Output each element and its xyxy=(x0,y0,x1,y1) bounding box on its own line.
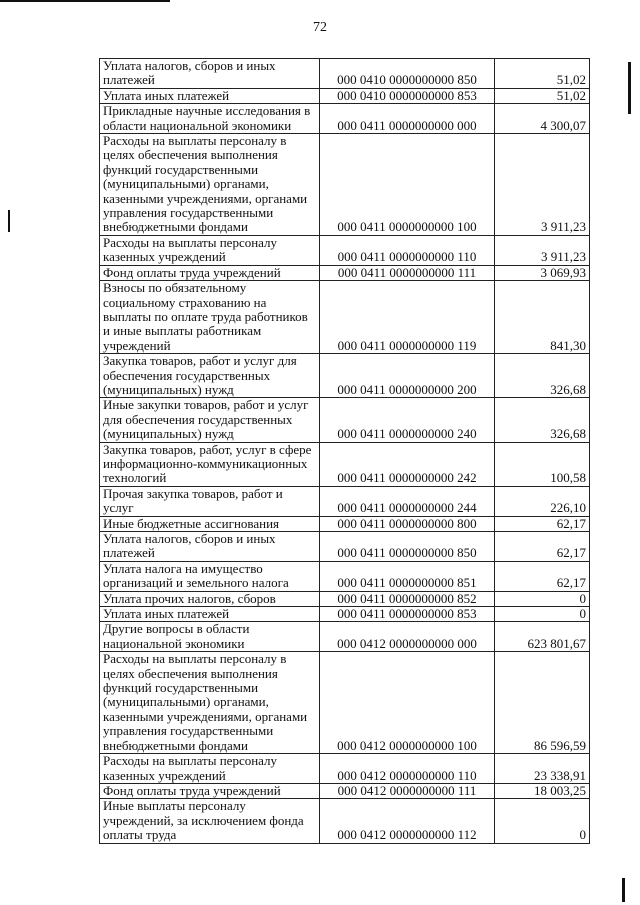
expense-name-cell: Иные закупки товаров, работ и услуг для обеспечения государственных (муниципальных) нужд xyxy=(100,398,320,442)
expense-name-cell: Фонд оплаты труда учреждений xyxy=(100,783,320,798)
classification-code-cell: 000 0412 0000000000 111 xyxy=(320,783,495,798)
expense-name-cell: Уплата налога на имущество организаций и земельного налога xyxy=(100,561,320,591)
expense-name-cell: Расходы на выплаты персоналу казенных учреждений xyxy=(100,235,320,265)
amount-cell: 51,02 xyxy=(495,88,590,103)
classification-code-cell: 000 0411 0000000000 242 xyxy=(320,442,495,486)
expense-name-cell: Уплата прочих налогов, сборов xyxy=(100,591,320,606)
table-row xyxy=(100,104,590,134)
expense-name-cell: Уплата иных платежей xyxy=(100,607,320,622)
classification-code-cell: 000 0412 0000000000 110 xyxy=(320,754,495,784)
amount-cell: 4 300,07 xyxy=(495,104,590,134)
classification-code-cell: 000 0410 0000000000 853 xyxy=(320,88,495,103)
classification-code-cell: 000 0411 0000000000 100 xyxy=(320,134,495,236)
amount-cell: 62,17 xyxy=(495,516,590,531)
table-row xyxy=(100,235,590,265)
table-row xyxy=(100,561,590,591)
amount-cell: 100,58 xyxy=(495,442,590,486)
expense-name-cell: Расходы на выплаты персоналу в целях обеспечения выполнения функций государственными (муниципальными) органами, казенными учреждениями, органами управления государственными внебюджетными фондами xyxy=(100,134,320,236)
amount-cell: 3 911,23 xyxy=(495,235,590,265)
table-row xyxy=(100,607,590,622)
expense-name-cell: Иные бюджетные ассигнования xyxy=(100,516,320,531)
page-number: 72 xyxy=(313,20,327,35)
classification-code-cell: 000 0412 0000000000 100 xyxy=(320,652,495,754)
expense-name-cell: Расходы на выплаты персоналу казенных учреждений xyxy=(100,754,320,784)
amount-cell: 326,68 xyxy=(495,398,590,442)
table-row xyxy=(100,754,590,784)
classification-code-cell: 000 0411 0000000000 851 xyxy=(320,561,495,591)
classification-code-cell: 000 0411 0000000000 119 xyxy=(320,281,495,354)
expense-name-cell: Закупка товаров, работ и услуг для обеспечения государственных (муниципальных) нужд xyxy=(100,354,320,398)
classification-code-cell: 000 0411 0000000000 244 xyxy=(320,486,495,516)
table-row xyxy=(100,398,590,442)
expense-name-cell: Прочая закупка товаров, работ и услуг xyxy=(100,486,320,516)
table-row xyxy=(100,88,590,103)
expense-name-cell: Уплата иных платежей xyxy=(100,88,320,103)
amount-cell: 0 xyxy=(495,591,590,606)
classification-code-cell: 000 0411 0000000000 240 xyxy=(320,398,495,442)
amount-cell: 623 801,67 xyxy=(495,622,590,652)
classification-code-cell: 000 0411 0000000000 110 xyxy=(320,235,495,265)
table-row xyxy=(100,783,590,798)
expense-name-cell: Прикладные научные исследования в области национальной экономики xyxy=(100,104,320,134)
margin-mark-right-bottom xyxy=(622,878,625,902)
expense-name-cell: Фонд оплаты труда учреждений xyxy=(100,265,320,280)
classification-code-cell: 000 0411 0000000000 852 xyxy=(320,591,495,606)
classification-code-cell: 000 0411 0000000000 111 xyxy=(320,265,495,280)
table-row xyxy=(100,591,590,606)
table-row xyxy=(100,354,590,398)
amount-cell: 3 069,93 xyxy=(495,265,590,280)
budget-table-body xyxy=(100,59,590,844)
expense-name-cell: Иные выплаты персоналу учреждений, за исключением фонда оплаты труда xyxy=(100,799,320,843)
classification-code-cell: 000 0411 0000000000 000 xyxy=(320,104,495,134)
margin-mark-left xyxy=(8,210,10,232)
table-row xyxy=(100,442,590,486)
table-row xyxy=(100,486,590,516)
classification-code-cell: 000 0412 0000000000 000 xyxy=(320,622,495,652)
budget-table xyxy=(99,58,590,844)
amount-cell: 62,17 xyxy=(495,532,590,562)
amount-cell: 18 003,25 xyxy=(495,783,590,798)
classification-code-cell: 000 0412 0000000000 112 xyxy=(320,799,495,843)
classification-code-cell: 000 0411 0000000000 850 xyxy=(320,532,495,562)
amount-cell: 226,10 xyxy=(495,486,590,516)
amount-cell: 0 xyxy=(495,799,590,843)
table-row xyxy=(100,799,590,843)
table-row xyxy=(100,59,590,89)
table-row xyxy=(100,622,590,652)
amount-cell: 841,30 xyxy=(495,281,590,354)
amount-cell: 23 338,91 xyxy=(495,754,590,784)
amount-cell: 326,68 xyxy=(495,354,590,398)
table-row xyxy=(100,134,590,236)
table-row xyxy=(100,265,590,280)
expense-name-cell: Уплата налогов, сборов и иных платежей xyxy=(100,59,320,89)
table-row xyxy=(100,652,590,754)
classification-code-cell: 000 0410 0000000000 850 xyxy=(320,59,495,89)
expense-name-cell: Уплата налогов, сборов и иных платежей xyxy=(100,532,320,562)
amount-cell: 51,02 xyxy=(495,59,590,89)
table-row xyxy=(100,516,590,531)
amount-cell: 0 xyxy=(495,607,590,622)
classification-code-cell: 000 0411 0000000000 200 xyxy=(320,354,495,398)
amount-cell: 86 596,59 xyxy=(495,652,590,754)
expense-name-cell: Взносы по обязательному социальному страхованию на выплаты по оплате труда работников и иные выплаты работникам учреждений xyxy=(100,281,320,354)
expense-name-cell: Закупка товаров, работ, услуг в сфере информационно-коммуникационных технологий xyxy=(100,442,320,486)
classification-code-cell: 000 0411 0000000000 853 xyxy=(320,607,495,622)
expense-name-cell: Другие вопросы в области национальной экономики xyxy=(100,622,320,652)
classification-code-cell: 000 0411 0000000000 800 xyxy=(320,516,495,531)
table-row xyxy=(100,281,590,354)
margin-mark-right-top xyxy=(628,62,631,114)
table-row xyxy=(100,532,590,562)
amount-cell: 62,17 xyxy=(495,561,590,591)
expense-name-cell: Расходы на выплаты персоналу в целях обеспечения выполнения функций государственными (муниципальными) органами, казенными учреждениями, органами управления государственными внебюджетными фондами xyxy=(100,652,320,754)
amount-cell: 3 911,23 xyxy=(495,134,590,236)
top-rule xyxy=(0,0,170,2)
